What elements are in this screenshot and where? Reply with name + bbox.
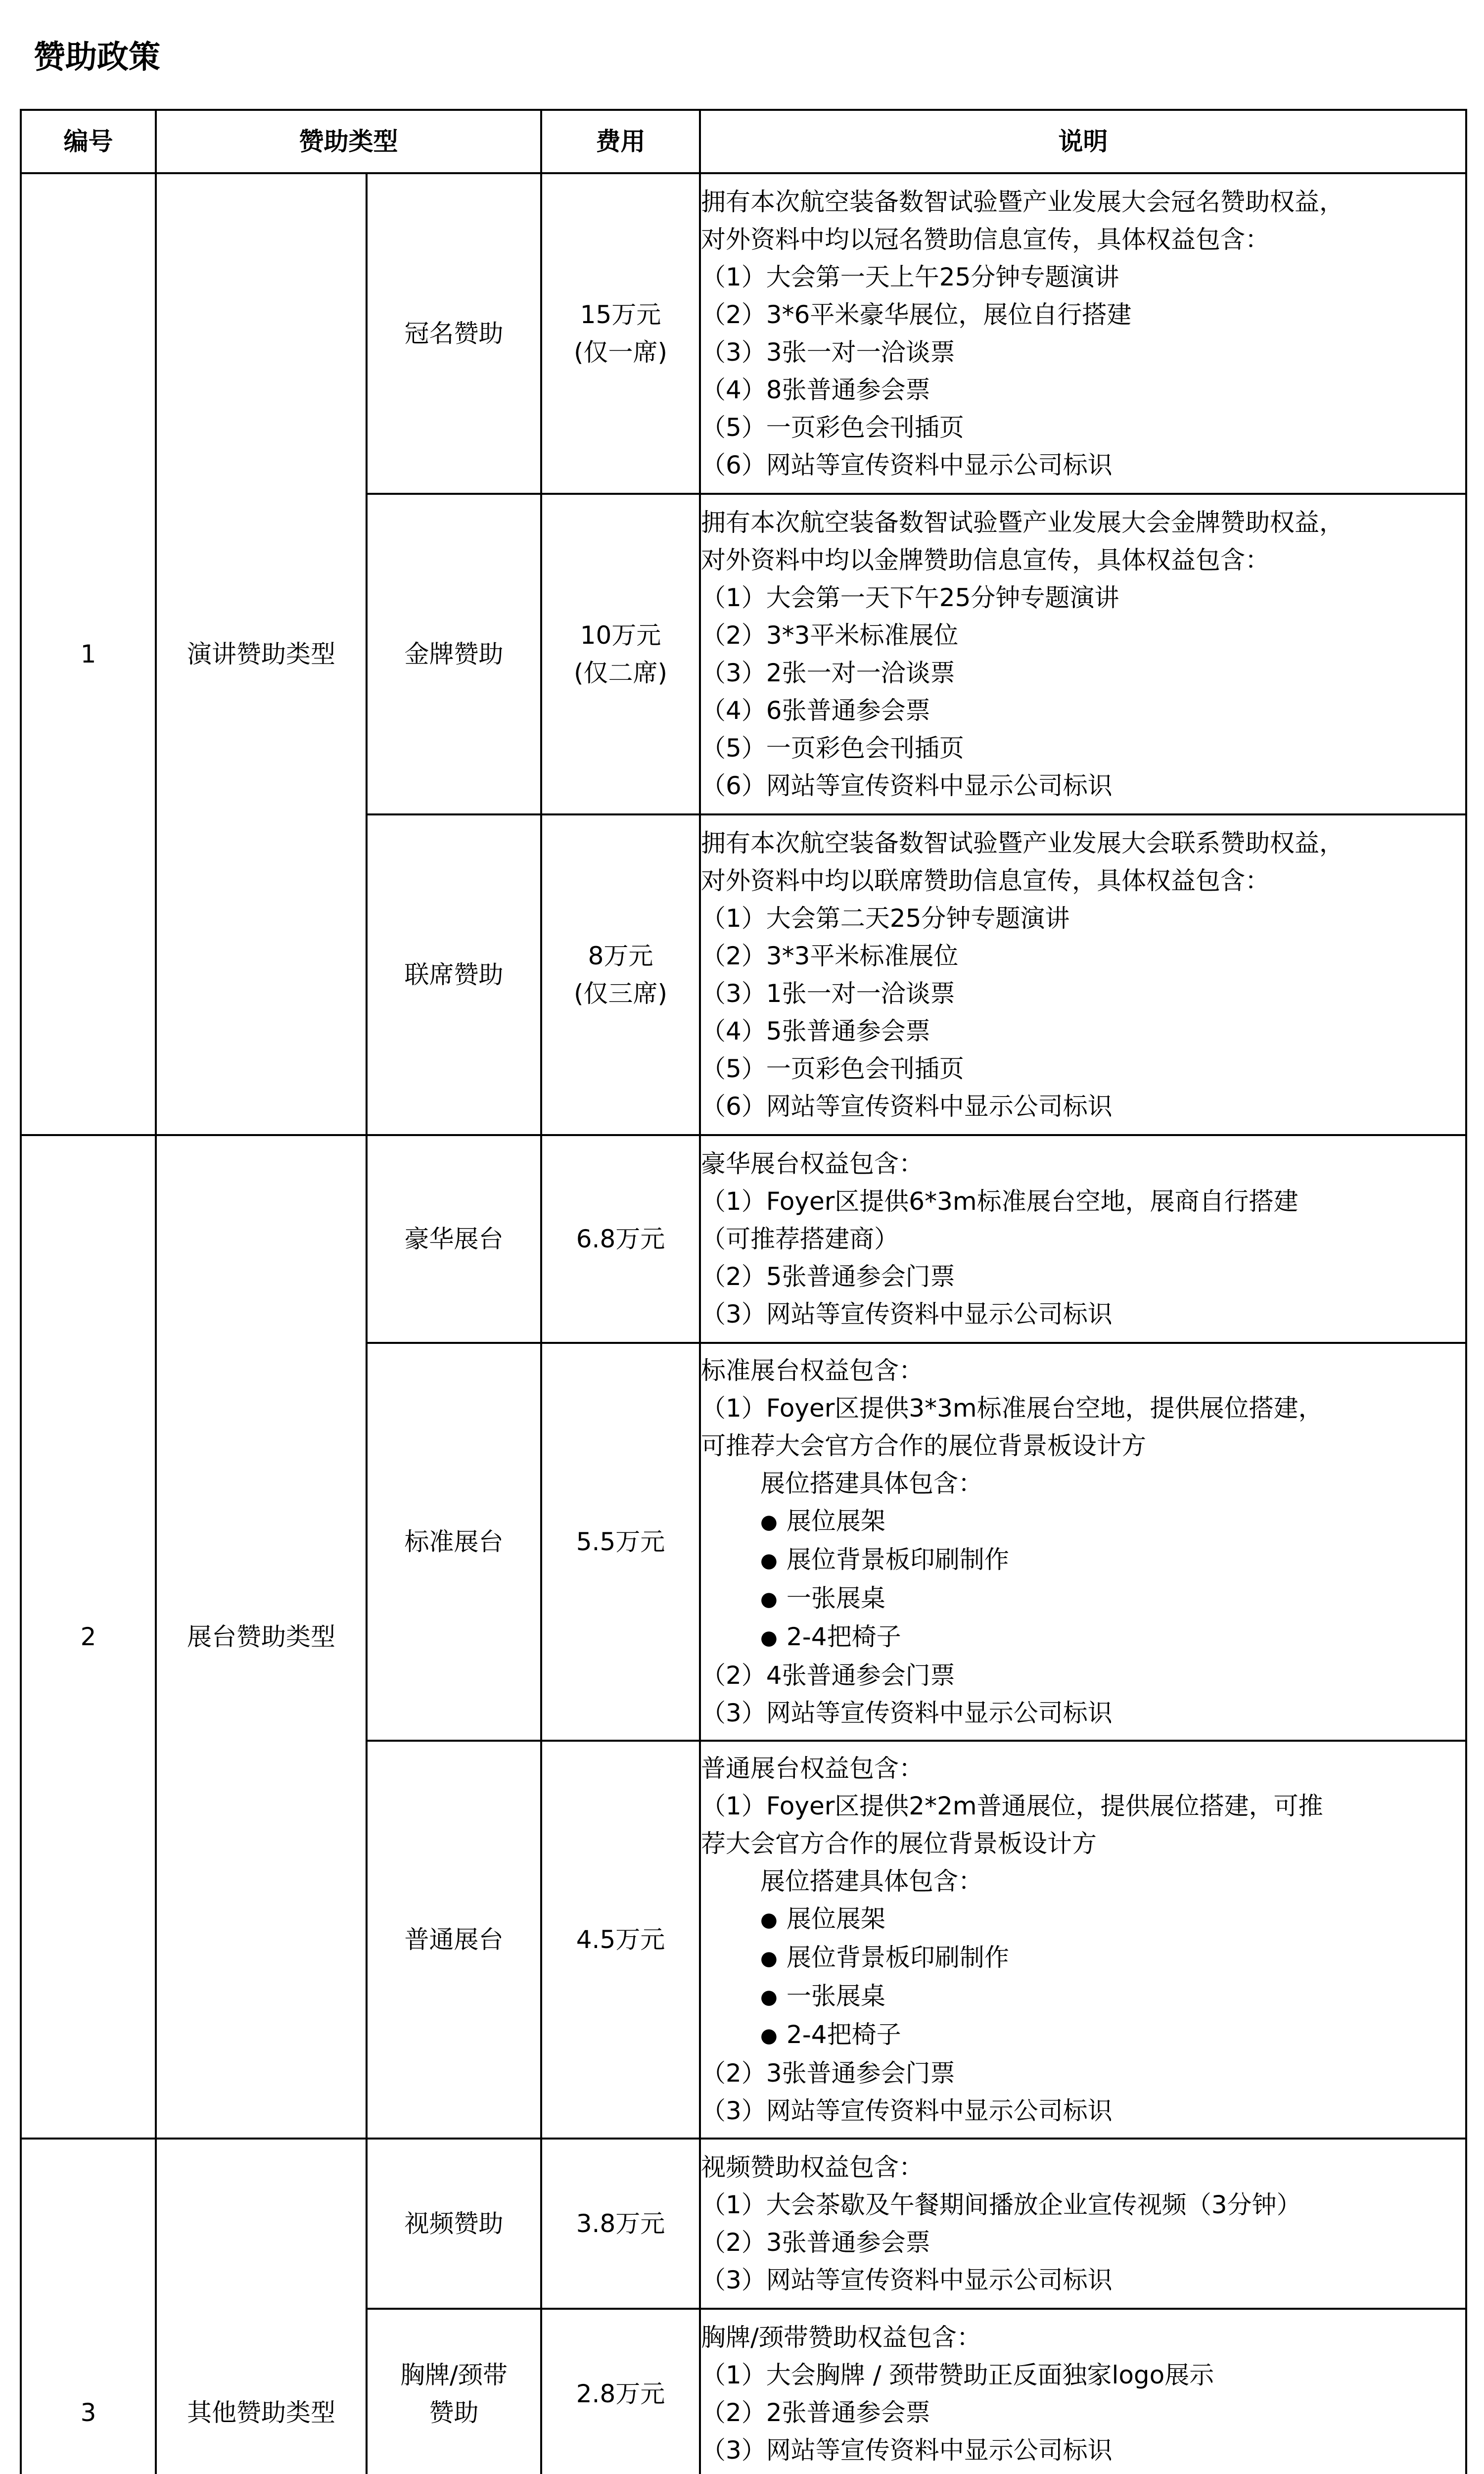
bullet-item: ● 一张展桌 xyxy=(701,1977,1465,2016)
group-type: 演讲赞助类型 xyxy=(156,173,367,1135)
bullet-item: ● 展位展架 xyxy=(701,1900,1465,1939)
page-title: 赞助政策 xyxy=(34,39,160,76)
item-fee: 6.8万元 xyxy=(541,1135,700,1343)
item-name: 普通展台 xyxy=(367,1741,541,2139)
item-fee: 4.5万元 xyxy=(541,1741,700,2139)
bullet-item: ● 展位背景板印刷制作 xyxy=(701,1939,1465,1977)
item-description: 豪华展台权益包含： （1）Foyer区提供6*3m标准展台空地，展商自行搭建 （可推荐搭建商） （2）5张普通参会门票 （3）网站等宣传资料中显示公司标识 xyxy=(700,1135,1466,1343)
group-number: 1 xyxy=(21,173,156,1135)
table-row xyxy=(21,2139,1466,2309)
bullet-item: ● 展位展架 xyxy=(701,1502,1465,1541)
item-description: 拥有本次航空装备数智试验暨产业发展大会联系赞助权益， 对外资料中均以联席赞助信息宣传，具体权益包含： （1）大会第二天25分钟专题演讲 （2）3*3平米标准展位 （3）1张一对一洽谈票 （4）5张普通参会票 （5）一页彩色会刊插页 （6）网站等宣传资料中显示公司标识 xyxy=(700,814,1466,1135)
item-fee: 15万元 (仅一席) xyxy=(541,173,700,494)
bullet-item: ● 2-4把椅子 xyxy=(701,2016,1465,2054)
item-description: 拥有本次航空装备数智试验暨产业发展大会金牌赞助权益， 对外资料中均以金牌赞助信息宣传，具体权益包含： （1）大会第一天下午25分钟专题演讲 （2）3*3平米标准展位 （3）2张一对一洽谈票 （4）6张普通参会票 （5）一页彩色会刊插页 （6）网站等宣传资料中显示公司标识 xyxy=(700,494,1466,814)
item-name: 金牌赞助 xyxy=(367,494,541,814)
item-description: 标准展台权益包含： （1）Foyer区提供3*3m标准展台空地，提供展位搭建， 可推荐大会官方合作的展位背景板设计方 展位搭建具体包含： ● 展位展架 ● 展位背景板印刷制作 ● 一张展桌 ● 2-4把椅子 （2）4张普通参会门票 （3）网站等宣传资料中显示公司标识 xyxy=(700,1343,1466,1741)
item-name: 冠名赞助 xyxy=(367,173,541,494)
item-name: 联席赞助 xyxy=(367,814,541,1135)
table-row xyxy=(21,173,1466,494)
sponsorship-table xyxy=(20,109,1467,2474)
item-name: 豪华展台 xyxy=(367,1135,541,1343)
item-fee: 10万元 (仅二席) xyxy=(541,494,700,814)
item-name: 标准展台 xyxy=(367,1343,541,1741)
header-no: 编号 xyxy=(21,110,156,173)
table-header-row xyxy=(21,110,1466,173)
group-type: 展台赞助类型 xyxy=(156,1135,367,2139)
header-fee: 费用 xyxy=(541,110,700,173)
group-type: 其他赞助类型 xyxy=(156,2139,367,2474)
item-description: 视频赞助权益包含： （1）大会茶歇及午餐期间播放企业宣传视频（3分钟） （2）3张普通参会票 （3）网站等宣传资料中显示公司标识 xyxy=(700,2139,1466,2309)
item-fee: 3.8万元 xyxy=(541,2139,700,2309)
item-description: 普通展台权益包含： （1）Foyer区提供2*2m普通展位，提供展位搭建，可推 荐大会官方合作的展位背景板设计方 展位搭建具体包含： ● 展位展架 ● 展位背景板印刷制作 ● 一张展桌 ● 2-4把椅子 （2）3张普通参会门票 （3）网站等宣传资料中显示公司标识 xyxy=(700,1741,1466,2139)
bullet-item: ● 一张展桌 xyxy=(701,1579,1465,1618)
header-type: 赞助类型 xyxy=(156,110,541,173)
group-number: 3 xyxy=(21,2139,156,2474)
bullet-item: ● 展位背景板印刷制作 xyxy=(701,1541,1465,1579)
item-name: 胸牌/颈带 赞助 xyxy=(367,2309,541,2474)
table-row xyxy=(21,1135,1466,1343)
item-fee: 5.5万元 xyxy=(541,1343,700,1741)
bullet-item: ● 2-4把椅子 xyxy=(701,1618,1465,1657)
header-desc: 说明 xyxy=(700,110,1466,173)
item-fee: 2.8万元 xyxy=(541,2309,700,2474)
item-description: 胸牌/颈带赞助权益包含： （1）大会胸牌 / 颈带赞助正反面独家logo展示 （2）2张普通参会票 （3）网站等宣传资料中显示公司标识 xyxy=(700,2309,1466,2474)
item-description: 拥有本次航空装备数智试验暨产业发展大会冠名赞助权益， 对外资料中均以冠名赞助信息宣传，具体权益包含： （1）大会第一天上午25分钟专题演讲 （2）3*6平米豪华展位，展位自行搭建 （3）3张一对一洽谈票 （4）8张普通参会票 （5）一页彩色会刊插页 （6）网站等宣传资料中显示公司标识 xyxy=(700,173,1466,494)
item-name: 视频赞助 xyxy=(367,2139,541,2309)
item-fee: 8万元 (仅三席) xyxy=(541,814,700,1135)
group-number: 2 xyxy=(21,1135,156,2139)
